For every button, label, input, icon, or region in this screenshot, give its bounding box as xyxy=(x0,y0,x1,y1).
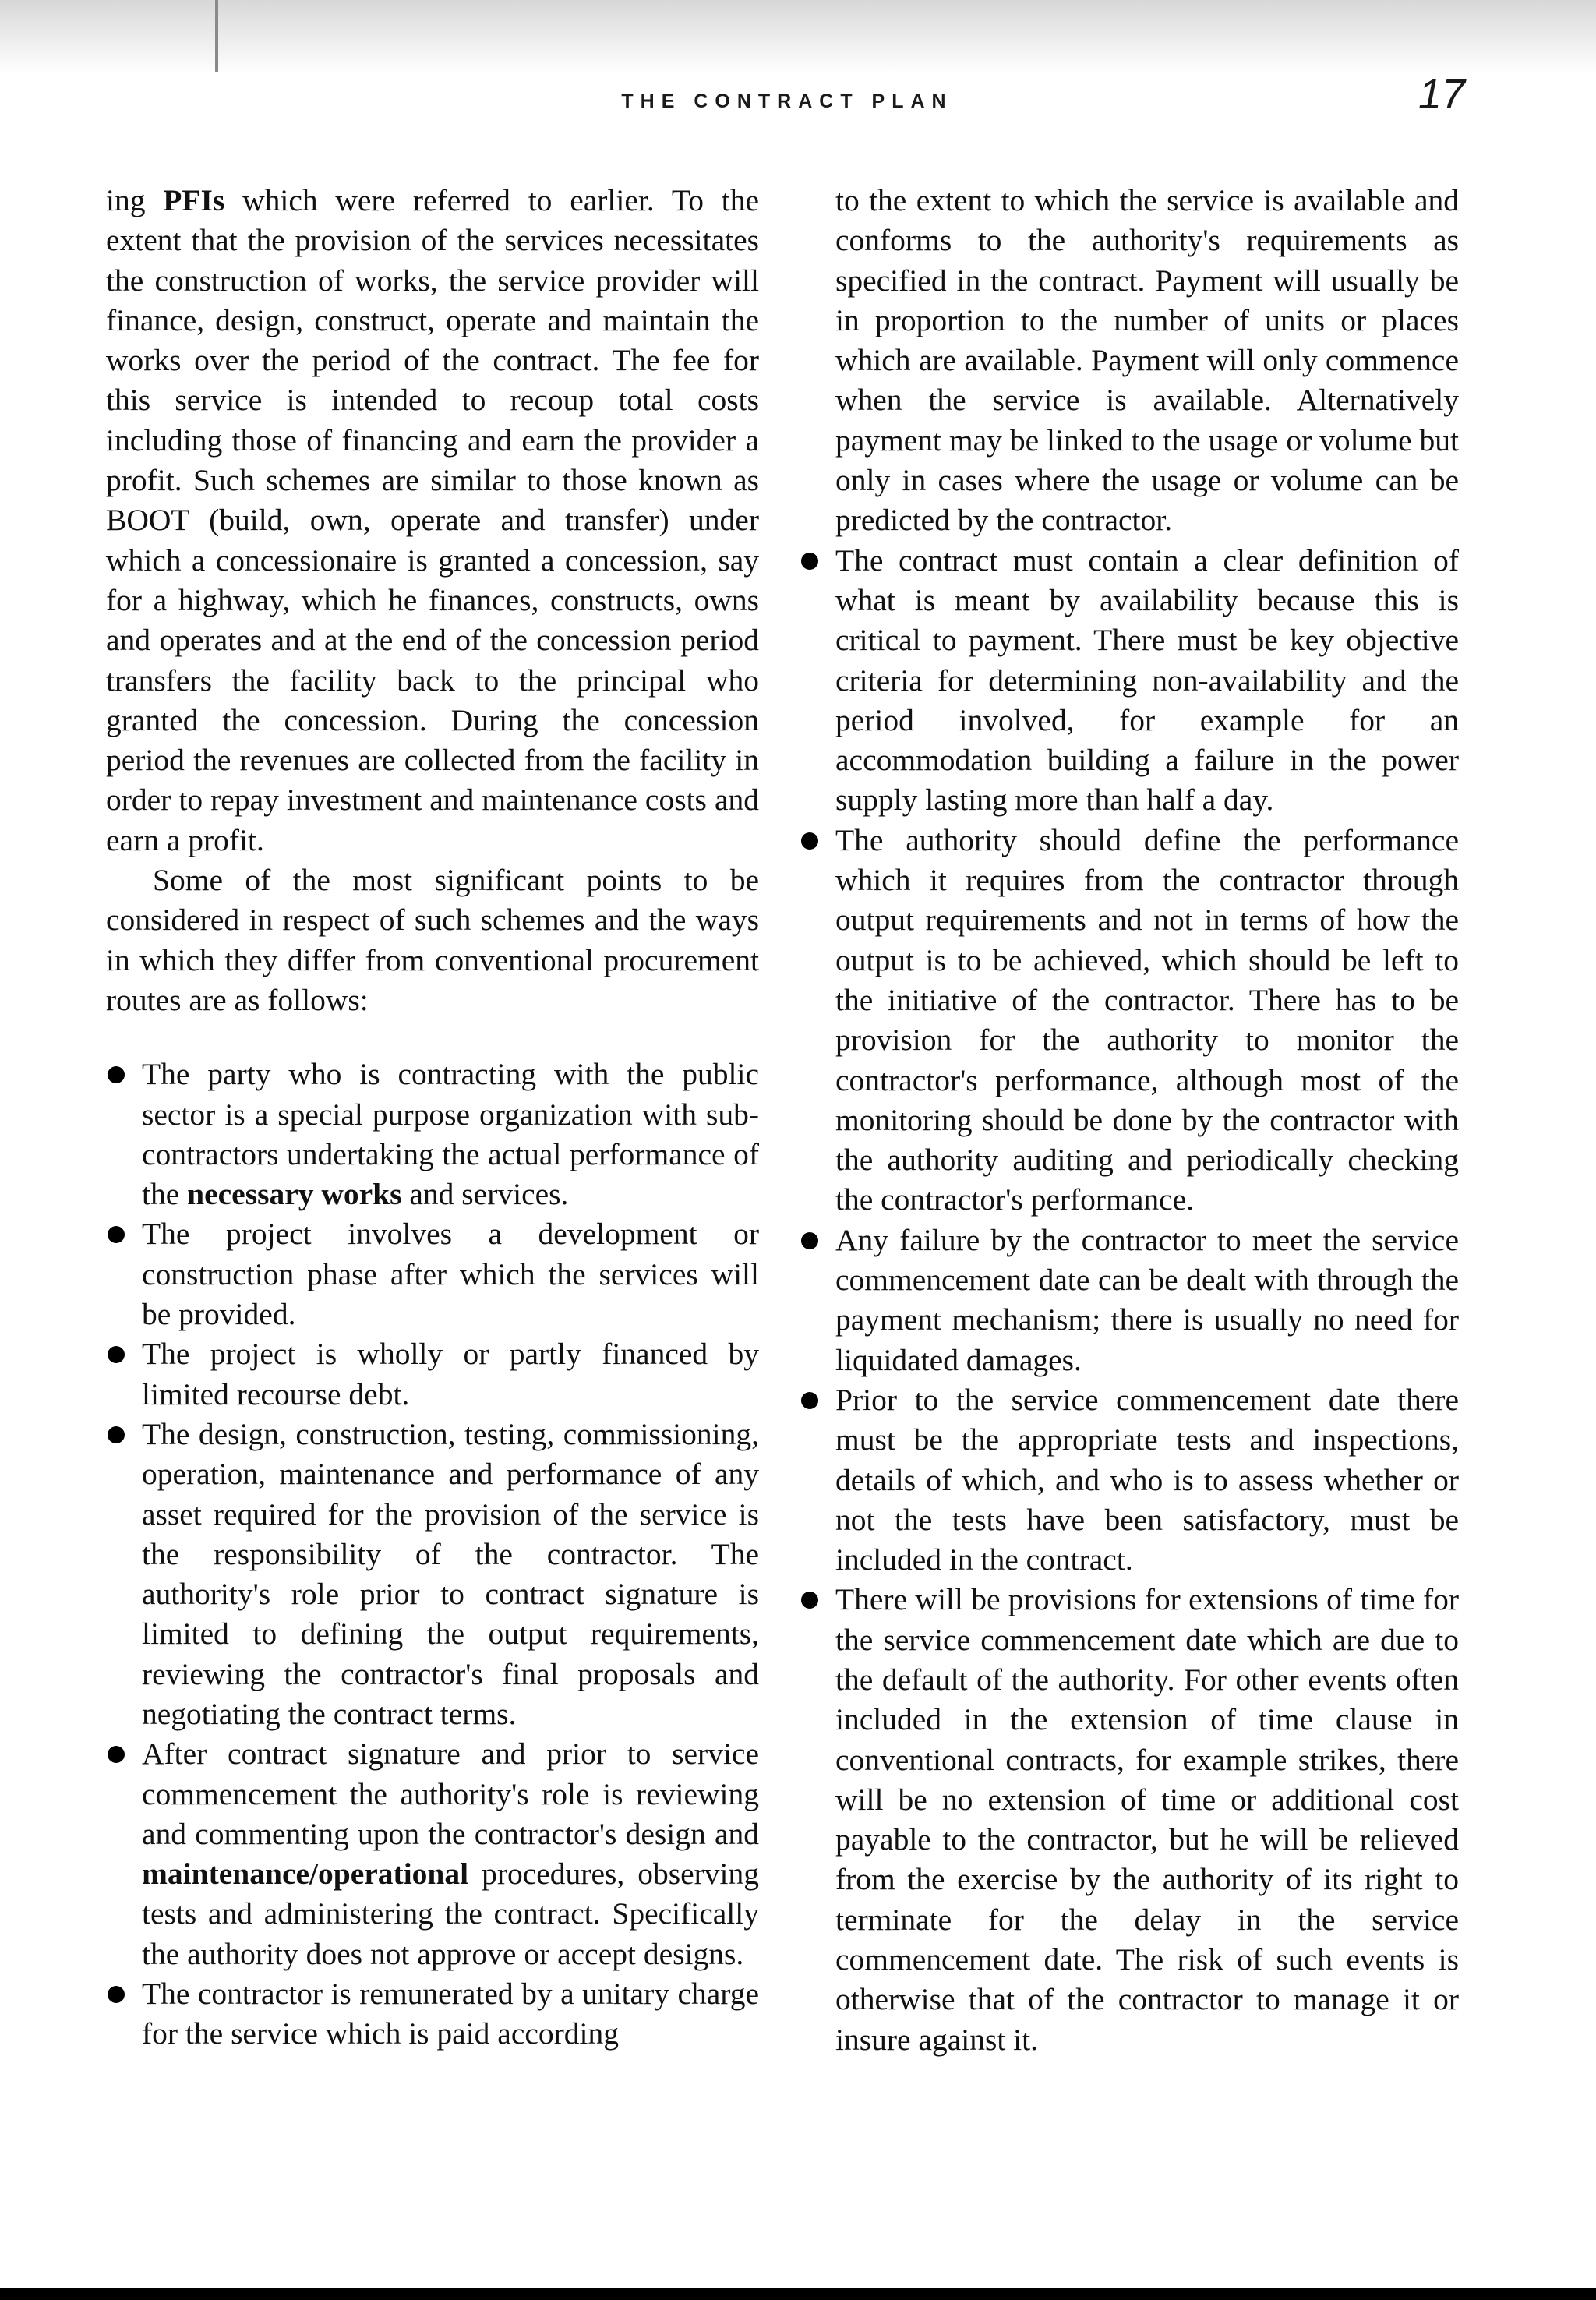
bullet-icon xyxy=(108,1066,125,1083)
list-item xyxy=(800,821,1459,1221)
list-item-text: The contractor is remunerated by a unitary charge for the service which is paid according xyxy=(142,1977,759,2051)
running-head: THE CONTRACT PLAN xyxy=(621,90,953,112)
right-column xyxy=(800,181,1459,2060)
bullet-icon xyxy=(801,1392,818,1409)
text-run: and services. xyxy=(401,1177,569,1212)
text-run: ing xyxy=(106,183,164,217)
page-number: 17 xyxy=(1418,71,1465,118)
paragraph-pfi-intro xyxy=(106,181,759,860)
list-item-text: The project is wholly or partly financed by limited recourse debt. xyxy=(142,1337,759,1411)
scan-edge-bottom xyxy=(0,2288,1596,2300)
text-run: procedures, observing tests and administering the contract. Specifically the authority does not approve or accept designs. xyxy=(142,1857,759,1971)
text-run: After contract signature and prior to service commencement the authority's role is reviewing and commenting upon the contractor's design and xyxy=(142,1736,759,1851)
term-necessary-works: necessary works xyxy=(187,1177,402,1212)
list-item xyxy=(800,1221,1459,1380)
bullet-icon xyxy=(108,1986,125,2003)
list-item-text: The authority should define the performance which it requires from the contractor through output requirements and not in terms of how the output is to be achieved, which should be left to the initiative of the contractor. There has to be provision for the authority to monitor the contractor's performance, although most of the monitoring should be done by the contractor with the authority auditing and periodically checking the contractor's performance. xyxy=(835,822,1459,1217)
list-item-text: The design, construction, testing, commissioning, operation, maintenance and performance of any asset required for the provision of the service is the responsibility of the contractor. The authority's role prior to contract signature is limited to defining the output requirements, reviewing the contractor's final proposals and negotiating the contract terms. xyxy=(142,1416,759,1731)
bullet-icon xyxy=(108,1746,125,1763)
list-item-text: There will be provisions for extensions of time for the service commencement date which are due to the default of the authority. For other events often included in the extension of time clause in conventional contracts, for example strikes, there will be no extension of time or additional cost payable to the contractor, but he will be relieved from the exercise by the authority of its right to terminate for the delay in the service commencement date. The risk of such events is otherwise that of the contractor to manage it or insure against it. xyxy=(835,1582,1459,2057)
bullet-icon xyxy=(108,1426,125,1443)
list-item-text: The project involves a development or construction phase after which the services will be provided. xyxy=(142,1217,759,1332)
bullet-list-left xyxy=(106,1055,759,2054)
bullet-icon xyxy=(801,553,818,570)
text-run: The party who is contracting with the public sector is a special purpose organization with sub-contractors undertaking the actual performance of the xyxy=(142,1057,759,1212)
list-item xyxy=(800,541,1459,821)
left-column xyxy=(106,181,759,2054)
bullet-icon xyxy=(801,1232,818,1249)
term-pfis: PFIs xyxy=(163,183,225,217)
bullet-list-right xyxy=(800,541,1459,2060)
term-maintenance-operational: maintenance/operational xyxy=(142,1857,469,1892)
list-item xyxy=(800,1580,1459,2060)
scan-shadow-top xyxy=(0,0,1596,75)
list-item xyxy=(106,1334,759,1415)
list-item xyxy=(106,1974,759,2054)
list-item-text: Any failure by the contractor to meet the service commencement date can be dealt with through the payment mechanism; there is usually no need for liquidated damages. xyxy=(835,1222,1459,1377)
bullet-icon xyxy=(108,1346,125,1363)
bullet-icon xyxy=(801,1592,818,1609)
list-item-text: Prior to the service commencement date there must be the appropriate tests and inspections, details of which, and who is to assess whether or not the tests have been satisfactory, must be included in the contract. xyxy=(835,1382,1459,1577)
text-run: which were referred to earlier. To the extent that the provision of the services necessitates the construction of works, the service provider will finance, design, construct, operate and maintain the works over the period of the contract. The fee for this service is intended to recoup total costs including those of financing and earn the provider a profit. Such schemes are similar to those known as BOOT (build, own, operate and transfer) under which a concessionaire is granted a concession, say for a highway, which he finances, constructs, owns and operates and at the end of the concession period transfers the facility back to the principal who granted the concession. During the concession period the revenues are collected from the facility in order to repay investment and maintenance costs and earn a profit. xyxy=(106,183,760,857)
paragraph-significant-points: Some of the most significant points to be considered in respect of such schemes and the ways in which they differ from conventional procurement routes are as follows: xyxy=(106,863,759,1017)
bullet-icon xyxy=(108,1226,125,1243)
list-item xyxy=(106,1214,759,1334)
list-item xyxy=(106,1415,759,1734)
list-item xyxy=(106,1055,759,1214)
bullet-continuation: to the extent to which the service is available and conforms to the authority's requirements as specified in the contract. Payment will usually be in proportion to the number of units or places which are available. Payment will only commence when the service is available. Alternatively payment may be linked to the usage or volume but only in cases where the usage or volume can be predicted by the contractor. xyxy=(835,183,1459,538)
scan-crease-mark xyxy=(215,0,218,72)
list-item xyxy=(106,1734,759,1974)
list-item xyxy=(800,1380,1459,1580)
bullet-icon xyxy=(801,832,818,850)
list-item-text: The contract must contain a clear definition of what is meant by availability because this is critical to payment. There must be key objective criteria for determining non-availability and the period involved, for example for an accommodation building a failure in the power supply lasting more than half a day. xyxy=(835,542,1459,818)
